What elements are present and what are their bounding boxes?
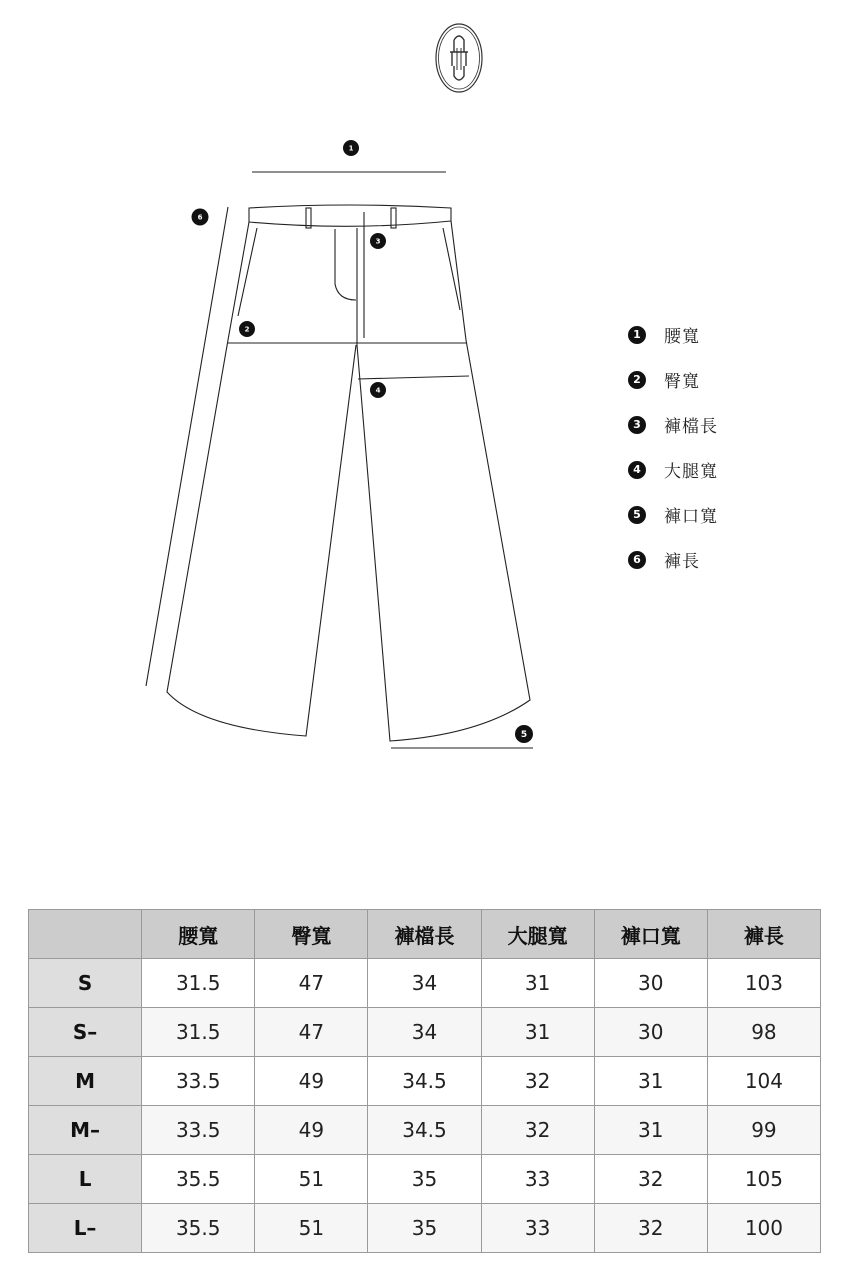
pants-diagram	[0, 120, 600, 770]
table-cell: 32	[481, 1106, 594, 1155]
column-header: 大腿寬	[481, 910, 594, 959]
legend-number: 2	[628, 371, 646, 389]
fly	[335, 229, 356, 300]
column-header: 褲口寬	[594, 910, 707, 959]
legend-number: 1	[628, 326, 646, 344]
marker-2	[239, 321, 255, 337]
table-cell: 98	[707, 1008, 820, 1057]
svg-text:2: 2	[244, 325, 250, 334]
table-cell: 31.5	[142, 1008, 255, 1057]
svg-text:3: 3	[375, 237, 381, 246]
table-cell: 30	[594, 959, 707, 1008]
table-cell: 33	[481, 1204, 594, 1253]
svg-text:1: 1	[348, 144, 354, 153]
size-chart-table	[28, 909, 821, 1253]
legend-label: 褲口寬	[664, 507, 718, 527]
table-cell: 32	[594, 1204, 707, 1253]
legend-number: 3	[628, 416, 646, 434]
length-measure-line	[146, 207, 228, 686]
table-corner-cell	[29, 910, 142, 959]
size-label: S	[29, 959, 142, 1008]
size-label: L	[29, 1155, 142, 1204]
legend-item-thigh	[628, 447, 718, 492]
table-cell: 103	[707, 959, 820, 1008]
column-header: 臀寬	[255, 910, 368, 959]
waistband	[249, 205, 451, 226]
table-cell: 31	[594, 1057, 707, 1106]
table-header-row	[29, 910, 821, 959]
pocket-left	[238, 228, 257, 316]
table-row	[29, 1204, 821, 1253]
marker-4	[370, 382, 386, 398]
table-cell: 33.5	[142, 1057, 255, 1106]
legend-item-hip	[628, 357, 718, 402]
table-cell: 51	[255, 1155, 368, 1204]
table-cell: 35.5	[142, 1155, 255, 1204]
legend-item-hem	[628, 492, 718, 537]
marker-3	[370, 233, 386, 249]
size-label: L–	[29, 1204, 142, 1253]
table-cell: 49	[255, 1057, 368, 1106]
legend-label: 大腿寬	[664, 462, 718, 482]
table-row	[29, 959, 821, 1008]
table-cell: 104	[707, 1057, 820, 1106]
legend-label: 臀寬	[664, 372, 700, 392]
marker-1	[343, 140, 359, 156]
table-cell: 33.5	[142, 1106, 255, 1155]
legend-item-rise	[628, 402, 718, 447]
legend-item-length	[628, 537, 718, 582]
table-cell: 34	[368, 959, 481, 1008]
table-cell: 35	[368, 1155, 481, 1204]
table-row	[29, 1155, 821, 1204]
table-cell: 34.5	[368, 1106, 481, 1155]
table-cell: 47	[255, 1008, 368, 1057]
table-cell: 105	[707, 1155, 820, 1204]
belt-loop-left	[306, 208, 311, 228]
table-row	[29, 1057, 821, 1106]
legend-number: 5	[628, 506, 646, 524]
table-cell: 31.5	[142, 959, 255, 1008]
table-cell: 31	[594, 1106, 707, 1155]
svg-text:5: 5	[520, 730, 528, 740]
table-row	[29, 1106, 821, 1155]
legend-label: 褲檔長	[664, 417, 718, 437]
legend-item-waist	[628, 312, 718, 357]
table-cell: 99	[707, 1106, 820, 1155]
table-cell: 35	[368, 1204, 481, 1253]
svg-text:6: 6	[197, 213, 203, 222]
marker-6	[192, 209, 209, 226]
column-header: 褲長	[707, 910, 820, 959]
pants-outline-left	[167, 222, 356, 736]
svg-text:4: 4	[375, 386, 381, 395]
legend-number: 6	[628, 551, 646, 569]
table-row	[29, 1008, 821, 1057]
table-cell: 51	[255, 1204, 368, 1253]
table-cell: 49	[255, 1106, 368, 1155]
table-cell: 31	[481, 959, 594, 1008]
brand-logo	[434, 22, 484, 94]
table-cell: 30	[594, 1008, 707, 1057]
column-header: 褲檔長	[368, 910, 481, 959]
legend-label: 腰寬	[664, 327, 700, 347]
column-header: 腰寬	[142, 910, 255, 959]
table-cell: 34.5	[368, 1057, 481, 1106]
table-cell: 31	[481, 1008, 594, 1057]
legend-label: 褲長	[664, 552, 700, 572]
size-label: S–	[29, 1008, 142, 1057]
table-cell: 33	[481, 1155, 594, 1204]
pants-outline-right	[357, 221, 530, 741]
measurement-legend	[628, 312, 718, 582]
size-label: M	[29, 1057, 142, 1106]
table-cell: 35.5	[142, 1204, 255, 1253]
table-cell: 100	[707, 1204, 820, 1253]
size-label: M–	[29, 1106, 142, 1155]
table-cell: 47	[255, 959, 368, 1008]
table-cell: 32	[481, 1057, 594, 1106]
table-cell: 32	[594, 1155, 707, 1204]
legend-number: 4	[628, 461, 646, 479]
marker-5	[515, 725, 533, 743]
table-cell: 34	[368, 1008, 481, 1057]
thigh-measure-line	[358, 376, 469, 379]
